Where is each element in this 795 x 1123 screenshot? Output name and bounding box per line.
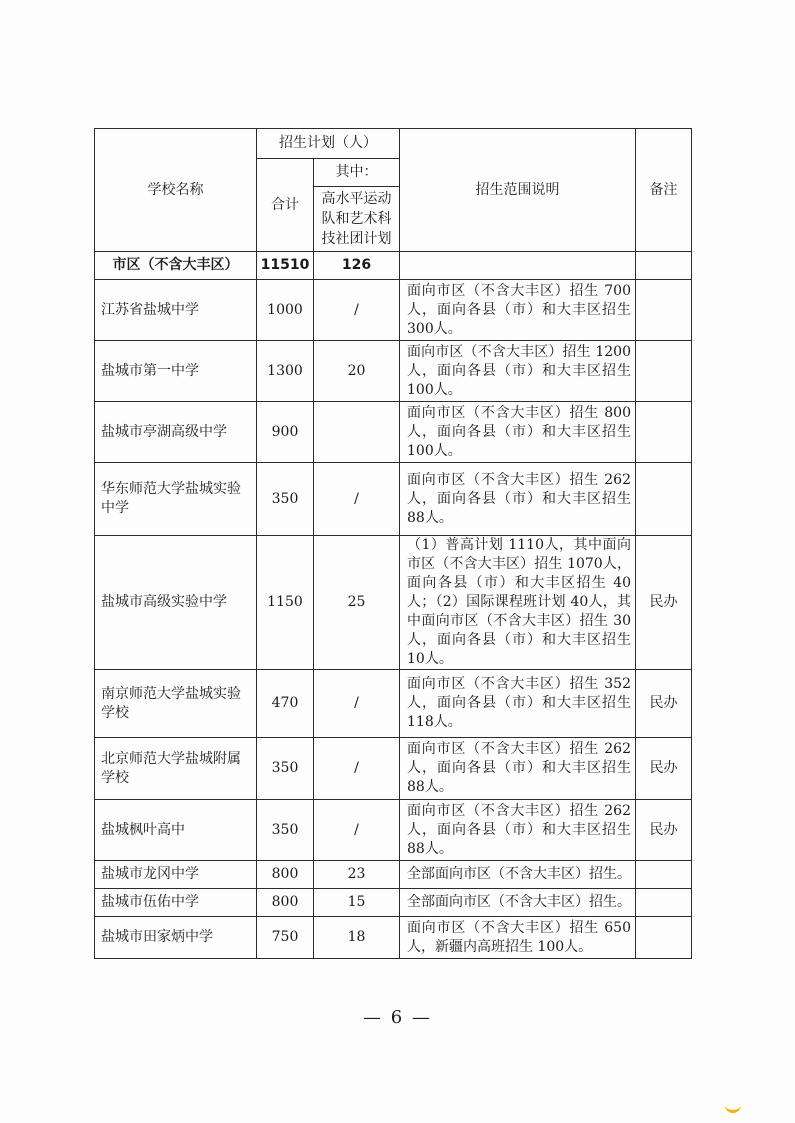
plan-special: /	[314, 670, 400, 738]
summary-total: 11510	[257, 252, 314, 280]
remark	[636, 463, 692, 536]
school-name: 盐城市龙冈中学	[95, 861, 257, 889]
remark	[636, 889, 692, 917]
summary-scope	[400, 252, 636, 280]
header-scope: 招生范围说明	[400, 129, 636, 252]
table-row	[95, 402, 692, 463]
remark	[636, 861, 692, 889]
school-name: 南京师范大学盐城实验学校	[95, 670, 257, 738]
table-row	[95, 536, 692, 670]
remark: 民办	[636, 670, 692, 738]
plan-total: 800	[257, 861, 314, 889]
plan-total: 350	[257, 800, 314, 861]
scope-text: 面向市区（不含大丰区）招生 262人，面向各县（市）和大丰区招生 88人。	[400, 738, 636, 800]
header-of-which: 其中：	[314, 159, 400, 187]
plan-special: 15	[314, 889, 400, 917]
remark: 民办	[636, 738, 692, 800]
plan-special: 18	[314, 917, 400, 959]
plan-total: 1150	[257, 536, 314, 670]
summary-note	[636, 252, 692, 280]
remark	[636, 341, 692, 402]
plan-special: /	[314, 800, 400, 861]
remark	[636, 917, 692, 959]
table-row	[95, 463, 692, 536]
remark: 民办	[636, 536, 692, 670]
school-name: 盐城枫叶高中	[95, 800, 257, 861]
remark	[636, 402, 692, 463]
plan-total: 350	[257, 738, 314, 800]
scope-text: （1）普高计划 1110人，其中面向市区（不含大丰区）招生 1070人，面向各县（市）和大丰区招生 40人；（2）国际课程班计划 40人，其中面向市区（不含大丰区）招生 30人，面向各县（市）和大丰区招生 10人。	[400, 536, 636, 670]
school-name: 江苏省盐城中学	[95, 280, 257, 341]
scope-text: 面向市区（不含大丰区）招生 262人，面向各县（市）和大丰区招生 88人。	[400, 800, 636, 861]
scope-text: 面向市区（不含大丰区）招生 1200人，面向各县（市）和大丰区招生 100人。	[400, 341, 636, 402]
school-name: 盐城市高级实验中学	[95, 536, 257, 670]
plan-total: 750	[257, 917, 314, 959]
remark: 民办	[636, 800, 692, 861]
remark	[636, 280, 692, 341]
scope-text: 面向市区（不含大丰区）招生 700人，面向各县（市）和大丰区招生 300人。	[400, 280, 636, 341]
plan-special: /	[314, 738, 400, 800]
scope-text: 面向市区（不含大丰区）招生 262人，面向各县（市）和大丰区招生 88人。	[400, 463, 636, 536]
plan-total: 800	[257, 889, 314, 917]
school-name: 盐城市田家炳中学	[95, 917, 257, 959]
page-number: — 6 —	[363, 1007, 432, 1028]
plan-special: 20	[314, 341, 400, 402]
plan-total: 470	[257, 670, 314, 738]
table-row	[95, 738, 692, 800]
plan-special: /	[314, 280, 400, 341]
header-remarks: 备注	[636, 129, 692, 252]
table-row	[95, 670, 692, 738]
admissions-plan-table	[94, 128, 692, 959]
school-name: 北京师范大学盐城附属学校	[95, 738, 257, 800]
table-row	[95, 917, 692, 959]
school-name: 盐城市伍佑中学	[95, 889, 257, 917]
header-special-plan: 高水平运动队和艺术科技社团计划	[314, 187, 400, 252]
plan-total: 1300	[257, 341, 314, 402]
table-row	[95, 800, 692, 861]
plan-special	[314, 402, 400, 463]
table-row	[95, 280, 692, 341]
summary-name: 市区（不含大丰区）	[95, 252, 257, 280]
header-plan-group: 招生计划（人）	[257, 129, 400, 159]
school-name: 盐城市亭湖高级中学	[95, 402, 257, 463]
school-name: 华东师范大学盐城实验中学	[95, 463, 257, 536]
school-name: 盐城市第一中学	[95, 341, 257, 402]
header-school-name: 学校名称	[95, 129, 257, 252]
scope-text: 面向市区（不含大丰区）招生 352人，面向各县（市）和大丰区招生 118人。	[400, 670, 636, 738]
plan-special: 23	[314, 861, 400, 889]
summary-special: 126	[314, 252, 400, 280]
plan-total: 1000	[257, 280, 314, 341]
table-row	[95, 861, 692, 889]
corner-smile-mark	[725, 1102, 741, 1113]
scope-text: 全部面向市区（不含大丰区）招生。	[400, 861, 636, 889]
scope-text: 面向市区（不含大丰区）招生 800人，面向各县（市）和大丰区招生 100人。	[400, 402, 636, 463]
table-row	[95, 889, 692, 917]
scope-text: 全部面向市区（不含大丰区）招生。	[400, 889, 636, 917]
plan-special: 25	[314, 536, 400, 670]
table-row	[95, 341, 692, 402]
header-total: 合计	[257, 159, 314, 252]
plan-special: /	[314, 463, 400, 536]
plan-total: 900	[257, 402, 314, 463]
scope-text: 面向市区（不含大丰区）招生 650人，新疆内高班招生 100人。	[400, 917, 636, 959]
plan-total: 350	[257, 463, 314, 536]
